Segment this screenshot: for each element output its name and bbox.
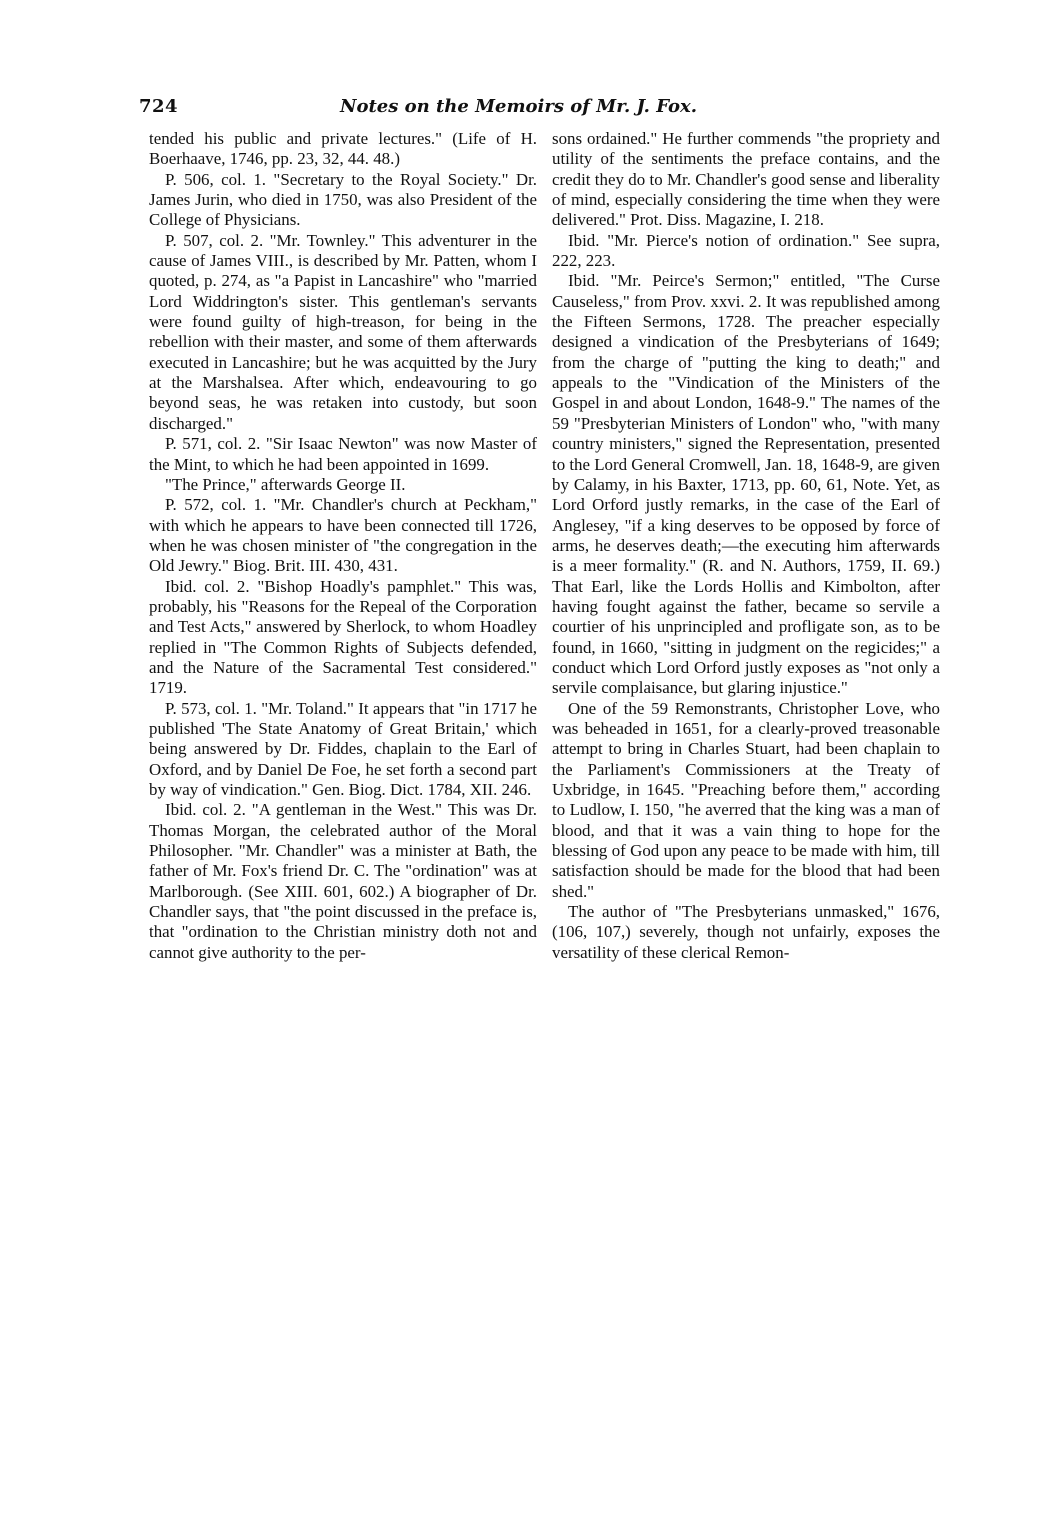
paragraph: "The Prince," afterwards George II. <box>165 474 406 494</box>
paragraph: Ibid. "Mr. Peirce's Sermon;" entitled, "The Curse Causeless," from Prov. xxvi. 2. It was republished among the Fifteen Sermons, 1728. The preacher especially designed a vindication of the Presbyterians of 1649; from the charge of "putting the king to death;" and appeals to the "Vindication of the Ministers of the Gospel in and about London, 1648-9." The names of the 59 "Presbyterian Ministers of London" who, "with many country ministers," signed the Representation, presented to the Lord General Cromwell, Jan. 18, 1648-9, are given by Calamy, in his Baxter, 1713, pp. 60, 61, Note. Yet, as Lord Orford justly remarks, in the case of the Earl of Anglesey, "if a king deserves to be opposed by force of arms, he deserves death;—the executing him afterwards is a meer formality." (R. and N. Authors, 1759, II. 69.) That Earl, like the Lords Hollis and Kimbolton, after having fought against the father, became so servile a courtier of his unprincipled and profligate son, as to be found, in 1660, "sitting in judgment on the regicides;" a conduct which Lord Orford justly exposes as "not only a servile complaisance, but glaring injustice." <box>552 271 940 698</box>
paragraph: P. 571, col. 2. "Sir Isaac Newton" was now Master of the Mint, to which he had been appointed in 1699. <box>149 434 537 474</box>
running-head: Notes on the Memoirs of Mr. J. Fox. <box>340 96 698 117</box>
paragraph: sons ordained." He further commends "the propriety and utility of the sentiments the preface contains, and the credit they do to Mr. Chandler's good sense and liberality of mind, especially considering the time when they were delivered." Prot. Diss. Magazine, I. 218. <box>552 129 940 230</box>
right-column <box>552 129 940 963</box>
paragraph: tended his public and private lectures." (Life of H. Boerhaave, 1746, pp. 23, 32, 44. 48.) <box>149 129 537 169</box>
paragraph: One of the 59 Remonstrants, Christopher Love, who was beheaded in 1651, for a clearly-proved treasonable attempt to bring in Charles Stuart, had been chaplain to the Parliament's Commissioners at the Treaty of Uxbridge, in 1645. "Preaching before them," according to Ludlow, I. 150, "he averred that the king was a man of blood, and that it was a vain thing to hope for the blessing of God upon any peace to be made with him, till satisfaction should be made for the blood that had been shed." <box>552 698 940 901</box>
paragraph: Ibid. col. 2. "A gentleman in the West." This was Dr. Thomas Morgan, the celebrated author of the Moral Philosopher. "Mr. Chandler" was a minister at Bath, the father of Mr. Fox's friend Dr. C. The "ordination" was at Marlborough. (See XIII. 601, 602.) A biographer of Dr. Chandler says, that "the point discussed in the preface is, that "ordination to the Christian ministry doth not and cannot give authority to the per- <box>149 800 537 962</box>
paragraph: Ibid. col. 2. "Bishop Hoadly's pamphlet." This was, probably, his "Reasons for the Repeal of the Corporation and Test Acts," answered by Sherlock, to whom Hoadley replied in "The Common Rights of Subjects defended, and the Nature of the Sacramental Test considered." 1719. <box>149 576 537 698</box>
paragraph: Ibid. "Mr. Pierce's notion of ordination." See supra, 222, 223. <box>552 230 940 271</box>
paragraph: P. 507, col. 2. "Mr. Townley." This adventurer in the cause of James VIII., is described by Mr. Patten, whom I quoted, p. 274, as "a Papist in Lancashire" who "married Lord Widdrington's sister. This gentleman's servants were found guilty of high-treason, for being in the rebellion with their master, and some of them afterwards executed in Lancashire; but he was acquitted by the Jury at the Marshalsea. After which, endeavouring to go beyond seas, he was retaken into custody, but soon discharged." <box>149 230 537 433</box>
left-column <box>149 129 537 963</box>
page-number: 724 <box>139 96 179 117</box>
paragraph: P. 572, col. 1. "Mr. Chandler's church at Peckham," with which he appears to have been connected till 1726, when he was chosen minister of "the congregation in the Old Jewry." Biog. Brit. III. 430, 431. <box>149 495 537 576</box>
paragraph: P. 506, col. 1. "Secretary to the Royal Society." Dr. James Jurin, who died in 1750, was also President of the College of Physicians. <box>149 169 537 230</box>
paragraph: The author of "The Presbyterians unmasked," 1676, (106, 107,) severely, though not unfairly, exposes the versatility of these clerical Remon- <box>552 902 940 962</box>
paragraph: P. 573, col. 1. "Mr. Toland." It appears that "in 1717 he published 'The State Anatomy of Great Britain,' which being answered by Dr. Fiddes, chaplain to the Earl of Oxford, and by Daniel De Foe, he set forth a second part by way of vindication." Gen. Biog. Dict. 1784, XII. 246. <box>149 698 537 799</box>
